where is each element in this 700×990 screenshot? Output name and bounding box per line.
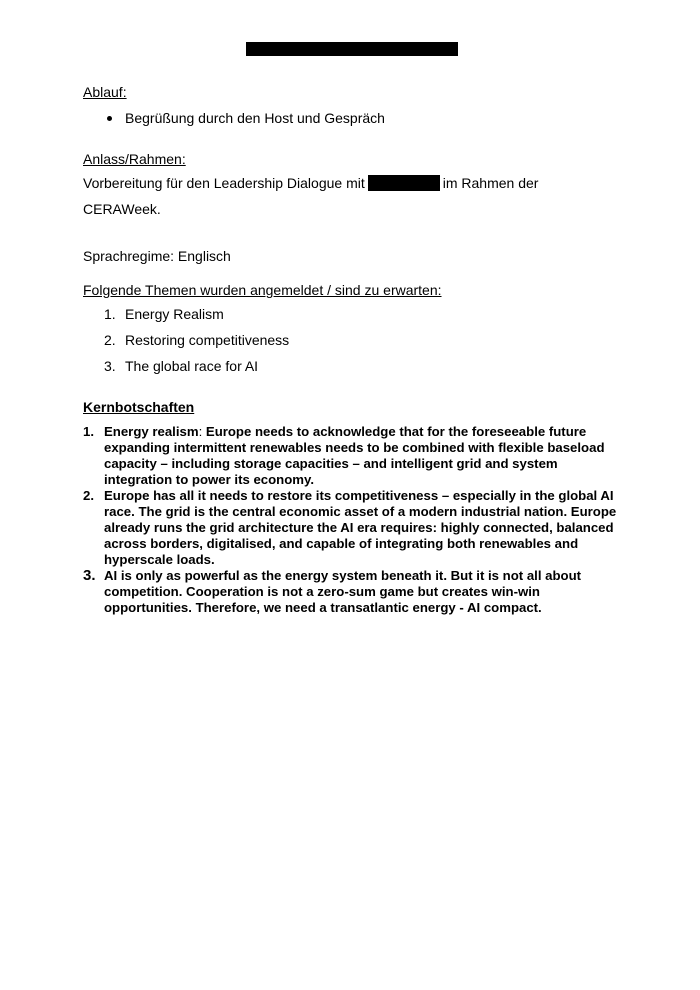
themen-heading: Folgende Themen wurden angemeldet / sind zu erwarten: [83,282,442,298]
list-item [83,330,289,356]
message-text: Europe needs to acknowledge that for the foreseeable future expanding intermittent renewables needs to be combined with flexible baseload capacity – including storage capacities – and intelligent grid and system integration to power its economy. [104,424,605,487]
list-item [83,568,623,616]
topic-text: Restoring competitiveness [125,332,290,348]
message-text: Europe has all it needs to restore its competitiveness – especially in the global AI race. The grid is the central economic asset of a modern industrial nation. Europe already runs the grid architecture the AI era requires: highly connected, balanced across borders, digitalised, and capable of integrating both renewables and hyperscale loads. [104,488,617,567]
message-lead: Energy realism [104,424,199,439]
anlass-line-1 [83,175,538,191]
themen-list [83,304,289,382]
list-item [83,356,289,382]
anlass-heading: Anlass/Rahmen: [83,151,186,167]
list-item [83,424,623,488]
message-text: AI is only as powerful as the energy system beneath it. But it is not all about competition. Cooperation is not a zero-sum game but creates win-win opportunities. Therefore, we need a transatlantic energy - AI compact. [104,568,582,615]
list-number: 2. [83,488,94,503]
message-colon: : [198,424,203,439]
list-item [83,108,385,128]
kernbotschaften-list [83,424,623,616]
topic-text: Energy Realism [125,306,224,322]
anlass-line-2: CERAWeek. [83,201,161,217]
list-number: 1. [104,306,116,322]
list-item [83,488,623,568]
list-number: 1. [83,424,94,439]
ablauf-item-text: Begrüßung durch den Host und Gespräch [125,110,385,126]
redacted-name-block [368,175,440,191]
redacted-title-block [246,42,458,56]
anlass-text-after: im Rahmen der [442,175,539,191]
anlass-text-before: Vorbereitung für den Leadership Dialogue mit [83,175,365,191]
list-item [83,304,289,330]
kernbotschaften-heading: Kernbotschaften [83,399,195,415]
sprachregime-text: Sprachregime: Englisch [83,248,231,264]
ablauf-list [83,108,385,128]
list-number: 3. [83,567,96,584]
list-number: 2. [104,332,116,348]
bullet-icon [107,116,112,121]
ablauf-heading: Ablauf: [83,84,127,100]
list-number: 3. [104,358,116,374]
topic-text: The global race for AI [125,358,259,374]
